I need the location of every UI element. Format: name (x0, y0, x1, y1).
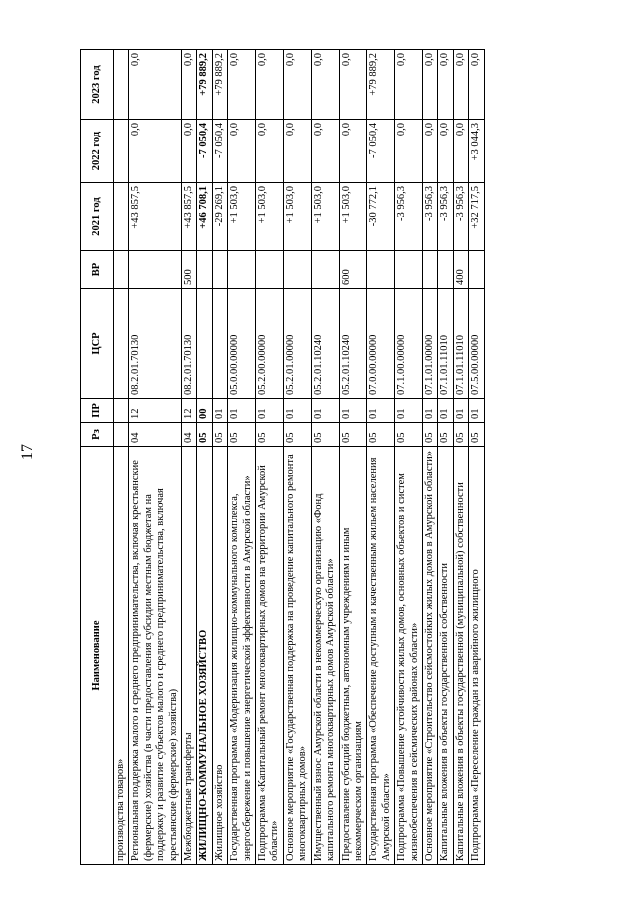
row-2021: +1 503,0 (283, 183, 311, 251)
row-2023: 0,0 (438, 50, 453, 120)
rotated-table-container (80, 50, 585, 865)
row-csr: 07.1.01.00000 (422, 289, 437, 399)
row-2022: 0,0 (182, 120, 197, 183)
row-vr (283, 251, 311, 289)
row-vr: 400 (453, 251, 468, 289)
table-row (469, 50, 484, 865)
row-2022: 0,0 (395, 120, 423, 183)
row-vr (311, 251, 339, 289)
row-pr: 01 (395, 399, 423, 423)
row-2023: 0,0 (311, 50, 339, 120)
row-2022: 0,0 (453, 120, 468, 183)
header-pr: ПР (81, 399, 114, 423)
row-2021: +32 717,5 (469, 183, 484, 251)
row-2022: 0,0 (438, 120, 453, 183)
row-2023 (114, 50, 129, 120)
row-2023: 0,0 (129, 50, 182, 120)
row-2022: +3 044,3 (469, 120, 484, 183)
row-csr: 05.2.01.10240 (311, 289, 339, 399)
row-csr: 05.2.00.00000 (256, 289, 284, 399)
row-rz: 05 (197, 423, 212, 447)
row-name: Основное мероприятие «Строительство сейсмостойких жилых домов в Амурской области» (422, 447, 437, 865)
table-row (212, 50, 227, 865)
header-rz: Рз (81, 423, 114, 447)
row-csr: 08.2.01.70130 (182, 289, 197, 399)
row-pr: 12 (182, 399, 197, 423)
row-2022: 0,0 (339, 120, 367, 183)
row-vr (129, 251, 182, 289)
row-2021: -3 956,3 (438, 183, 453, 251)
row-csr: 07.1.01.11010 (438, 289, 453, 399)
table-row (197, 50, 212, 865)
row-name: Жилищное хозяйство (212, 447, 227, 865)
row-2021 (114, 183, 129, 251)
row-csr: 05.0.00.00000 (228, 289, 256, 399)
row-name: Капитальные вложения в объекты государственной собственности (438, 447, 453, 865)
table-row (395, 50, 423, 865)
row-pr: 00 (197, 399, 212, 423)
row-2022: 0,0 (422, 120, 437, 183)
row-name: Государственная программа «Обеспечение доступным и качественным жильем населения Амурской области» (367, 447, 395, 865)
page-number: 17 (19, 444, 36, 460)
row-2021: +46 708,1 (197, 183, 212, 251)
row-pr: 01 (422, 399, 437, 423)
header-csr: ЦСР (81, 289, 114, 399)
row-2022: 0,0 (129, 120, 182, 183)
row-2022: -7 050,4 (197, 120, 212, 183)
row-rz: 05 (256, 423, 284, 447)
table-header-row (81, 50, 114, 865)
header-name: Наименование (81, 447, 114, 865)
row-2023: 0,0 (339, 50, 367, 120)
table-row (283, 50, 311, 865)
header-vr: ВР (81, 251, 114, 289)
row-pr: 01 (283, 399, 311, 423)
row-2021: +1 503,0 (228, 183, 256, 251)
budget-table (80, 49, 485, 865)
row-name: Подпрограмма «Капитальный ремонт многоквартирных домов на территории Амурской области» (256, 447, 284, 865)
row-pr: 01 (256, 399, 284, 423)
row-vr (212, 251, 227, 289)
row-rz: 05 (283, 423, 311, 447)
row-2021: -30 772,1 (367, 183, 395, 251)
row-2021: +1 503,0 (311, 183, 339, 251)
header-2023: 2023 год (81, 50, 114, 120)
row-csr: 07.1.00.00000 (395, 289, 423, 399)
row-csr: 05.2.01.00000 (283, 289, 311, 399)
row-2023: 0,0 (283, 50, 311, 120)
row-csr: 07.1.01.11010 (453, 289, 468, 399)
table-row (114, 50, 129, 865)
row-name: Подпрограмма «Повышение устойчивости жилых домов, основных объектов и систем жизнеобеспечения в сейсмических районах области» (395, 447, 423, 865)
row-rz: 04 (182, 423, 197, 447)
row-rz: 04 (129, 423, 182, 447)
table-row (256, 50, 284, 865)
row-rz: 05 (339, 423, 367, 447)
row-pr: 01 (469, 399, 484, 423)
row-rz: 05 (438, 423, 453, 447)
row-2021: -3 956,3 (395, 183, 423, 251)
row-2022: 0,0 (283, 120, 311, 183)
row-2022: 0,0 (256, 120, 284, 183)
row-csr (197, 289, 212, 399)
row-name: Основное мероприятие «Государственная поддержка на проведение капитального ремонта многоквартирных домов» (283, 447, 311, 865)
row-vr (469, 251, 484, 289)
row-2022 (114, 120, 129, 183)
row-2023: 0,0 (182, 50, 197, 120)
row-vr: 600 (339, 251, 367, 289)
row-2023: 0,0 (395, 50, 423, 120)
row-rz: 05 (228, 423, 256, 447)
table-row (311, 50, 339, 865)
row-2022: -7 050,4 (212, 120, 227, 183)
table-row (453, 50, 468, 865)
row-pr: 01 (228, 399, 256, 423)
table-body (114, 50, 485, 865)
row-pr: 12 (129, 399, 182, 423)
row-csr (114, 289, 129, 399)
table-row (129, 50, 182, 865)
row-vr (395, 251, 423, 289)
row-vr: 500 (182, 251, 197, 289)
row-rz: 05 (453, 423, 468, 447)
row-rz: 05 (395, 423, 423, 447)
row-2022: -7 050,4 (367, 120, 395, 183)
row-csr: 07.0.00.00000 (367, 289, 395, 399)
row-rz: 05 (367, 423, 395, 447)
header-2022: 2022 год (81, 120, 114, 183)
row-2023: 0,0 (422, 50, 437, 120)
row-rz: 05 (469, 423, 484, 447)
row-vr (114, 251, 129, 289)
row-2021: +43 857,5 (129, 183, 182, 251)
row-name: производства товаров» (114, 447, 129, 865)
row-name: Предоставление субсидий бюджетным, автономным учреждениям и иным некоммерческим организациям (339, 447, 367, 865)
row-csr: 05.2.01.10240 (339, 289, 367, 399)
row-2021: -3 956,3 (422, 183, 437, 251)
row-vr (422, 251, 437, 289)
row-2021: +1 503,0 (339, 183, 367, 251)
row-pr: 01 (212, 399, 227, 423)
row-vr (197, 251, 212, 289)
row-2021: +43 857,5 (182, 183, 197, 251)
row-2023: 0,0 (453, 50, 468, 120)
row-pr: 01 (339, 399, 367, 423)
row-2023: 0,0 (469, 50, 484, 120)
row-2022: 0,0 (311, 120, 339, 183)
row-vr (367, 251, 395, 289)
row-vr (228, 251, 256, 289)
row-2023: +79 889,2 (367, 50, 395, 120)
table-row (438, 50, 453, 865)
row-rz: 05 (422, 423, 437, 447)
row-2021: -3 956,3 (453, 183, 468, 251)
row-pr: 01 (453, 399, 468, 423)
row-name: Имущественный взнос Амурской области в некоммерческую организацию «Фонд капитального ремонта многоквартирных домов Амурской области» (311, 447, 339, 865)
row-rz: 05 (311, 423, 339, 447)
row-2023: 0,0 (228, 50, 256, 120)
row-name: Межбюджетные трансферты (182, 447, 197, 865)
row-name: Государственная программа «Модернизация жилищно-коммунального комплекса, энергосбережение и повышение энергетической эффективности в Амурской области» (228, 447, 256, 865)
row-name: Подпрограмма «Переселение граждан из аварийного жилищного (469, 447, 484, 865)
row-name: ЖИЛИЩНО-КОММУНАЛЬНОЕ ХОЗЯЙСТВО (197, 447, 212, 865)
row-2023: +79 889,2 (197, 50, 212, 120)
row-vr (438, 251, 453, 289)
row-2023: 0,0 (256, 50, 284, 120)
row-pr: 01 (311, 399, 339, 423)
row-pr (114, 399, 129, 423)
row-vr (256, 251, 284, 289)
header-2021: 2021 год (81, 183, 114, 251)
table-row (228, 50, 256, 865)
table-row (422, 50, 437, 865)
row-name: Региональная поддержка малого и среднего предпринимательства, включая крестьянские (фермерские) хозяйства (в части предоставления субсидии местным бюджетам на поддержку и развитие субъектов малого и среднего предпринимательства, включая крестьянские (фермерские) хозяйства) (129, 447, 182, 865)
row-csr (212, 289, 227, 399)
row-rz: 05 (212, 423, 227, 447)
row-2022: 0,0 (228, 120, 256, 183)
row-csr: 07.5.00.00000 (469, 289, 484, 399)
row-pr: 01 (367, 399, 395, 423)
table-row (182, 50, 197, 865)
row-csr: 08.2.01.70130 (129, 289, 182, 399)
table-row (367, 50, 395, 865)
table-rotation (80, 50, 585, 865)
table-row (339, 50, 367, 865)
row-2021: +1 503,0 (256, 183, 284, 251)
row-name: Капитальные вложения в объекты государственной (муниципальной) собственности (453, 447, 468, 865)
row-pr: 01 (438, 399, 453, 423)
row-2021: -29 269,1 (212, 183, 227, 251)
row-rz (114, 423, 129, 447)
row-2023: +79 889,2 (212, 50, 227, 120)
